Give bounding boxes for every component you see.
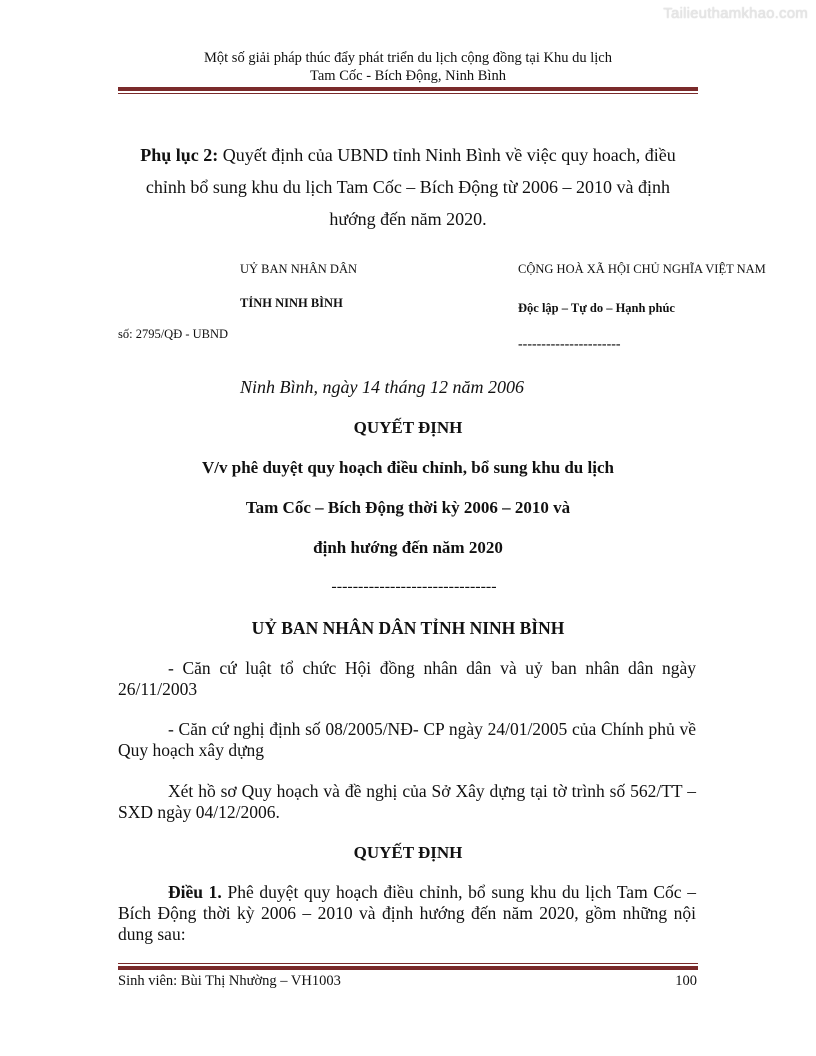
footer-rule-thin bbox=[118, 963, 698, 964]
authority-heading: UỶ BAN NHÂN DÂN TỈNH NINH BÌNH bbox=[251, 618, 565, 638]
running-header-line2: Tam Cốc - Bích Động, Ninh Bình bbox=[310, 68, 506, 84]
watermark-text: Tailieuthamkhao.com bbox=[663, 5, 808, 22]
paragraph-law-basis: - Căn cứ luật tổ chức Hội đồng nhân dân và uỷ ban nhân dân ngày 26/11/2003 bbox=[118, 658, 696, 699]
decision-heading-2: QUYẾT ĐỊNH bbox=[353, 843, 463, 862]
document-number: số: 2795/QĐ - UBND bbox=[118, 327, 229, 341]
appendix-title-line2: chỉnh bổ sung khu du lịch Tam Cốc – Bích Động từ 2006 – 2010 và định bbox=[145, 177, 671, 197]
letterhead-country: CỘNG HOÀ XÃ HỘI CHỦ NGHĨA VIỆT NAM bbox=[518, 262, 766, 276]
article-1-text: Phê duyệt quy hoạch điều chỉnh, bổ sung khu du lịch Tam Cốc – Bích Động thời kỳ 2006 – 2010 và định hướng đến năm 2020, gồm những nội dung sau: bbox=[118, 882, 696, 944]
paragraph-review: Xét hồ sơ Quy hoạch và đề nghị của Sở Xây dựng tại tờ trình số 562/TT – SXD ngày 04/12/2006. bbox=[118, 781, 696, 822]
decision-divider: ------------------------------- bbox=[331, 578, 497, 595]
article-1-label: Điều 1. bbox=[168, 882, 222, 902]
appendix-title-line1 bbox=[118, 144, 698, 166]
running-header-line1: Một số giải pháp thúc đẩy phát triển du lịch cộng đồng tại Khu du lịch bbox=[204, 50, 612, 66]
footer-student: Sinh viên: Bùi Thị Nhường – VH1003 bbox=[118, 973, 341, 989]
appendix-title-line3: hướng đến năm 2020. bbox=[329, 209, 487, 229]
letterhead-org: UỶ BAN NHÂN DÂN bbox=[240, 262, 358, 276]
decision-heading: QUYẾT ĐỊNH bbox=[353, 418, 463, 437]
footer-rule-thick bbox=[118, 966, 698, 970]
header-rule-thin bbox=[118, 93, 698, 94]
decision-subject-line2: Tam Cốc – Bích Động thời kỳ 2006 – 2010 và bbox=[245, 498, 571, 517]
letterhead-motto: Độc lập – Tự do – Hạnh phúc bbox=[518, 301, 675, 315]
letterhead-dashes: ---------------------- bbox=[518, 337, 621, 352]
decision-subject-line3: định hướng đến năm 2020 bbox=[313, 538, 503, 557]
appendix-title-rest: Quyết định của UBND tỉnh Ninh Bình về việc quy hoach, điều bbox=[222, 145, 676, 165]
appendix-label: Phụ lục 2: bbox=[140, 145, 219, 165]
paragraph-decree-basis: - Căn cứ nghị định số 08/2005/NĐ- CP ngày 24/01/2005 của Chính phủ về Quy hoạch xây dựng bbox=[118, 719, 696, 760]
decision-subject-line1: V/v phê duyệt quy hoạch điều chỉnh, bổ sung khu du lịch bbox=[202, 458, 614, 477]
date-line: Ninh Bình, ngày 14 tháng 12 năm 2006 bbox=[240, 377, 524, 397]
page-number: 100 bbox=[675, 973, 697, 989]
article-1 bbox=[118, 882, 696, 945]
letterhead-province: TỈNH NINH BÌNH bbox=[240, 296, 343, 310]
header-rule-thick bbox=[118, 87, 698, 91]
